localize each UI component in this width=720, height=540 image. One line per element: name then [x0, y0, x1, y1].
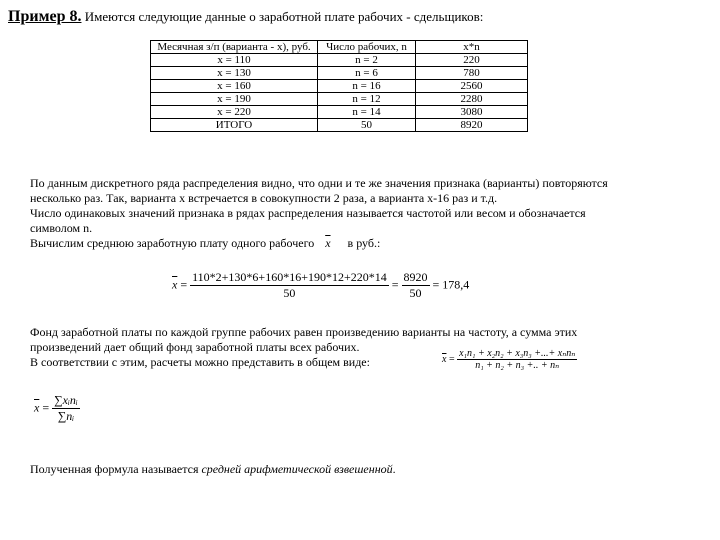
- wage-table: [150, 40, 528, 132]
- compute-line: Вычислим среднюю заработную плату одного рабочего $\overline{x}$ в руб.:: [30, 236, 381, 250]
- formula-general: $\overline{x}$ = $\frac{\text{x₁n₁ + x₂n₂ + x₃n₃ +...+ xₙnₙ}}{\text{n₁ + n₂ + n₃ +.. + nₙ}}$: [442, 348, 576, 371]
- table-cell: x = 220: [151, 106, 318, 119]
- table-cell: 50: [318, 119, 416, 132]
- formula-sum: $\overline{x}$ = $\frac{\text{∑xᵢnᵢ}}{\text{∑nᵢ}}$: [34, 393, 78, 423]
- table-total-row: [151, 119, 528, 132]
- fraction-denominator: 50: [283, 286, 296, 300]
- table-row: [151, 67, 528, 80]
- table-cell: n = 12: [318, 93, 416, 106]
- example-number: Пример 8.: [8, 8, 82, 25]
- table-row: [151, 93, 528, 106]
- paragraph-line: В соответствии с этим, расчеты можно представить в общем виде:: [30, 355, 370, 369]
- formula-lhs: $\overline{x}$: [172, 277, 178, 292]
- table-cell: 220: [416, 54, 528, 67]
- paragraph-line: символом n.: [30, 221, 93, 235]
- table-cell: 780: [416, 67, 528, 80]
- header-workers: Число рабочих, n: [318, 41, 416, 54]
- fraction-1: [190, 270, 389, 301]
- table-cell: x = 110: [151, 54, 318, 67]
- fraction-2: [402, 270, 430, 301]
- table-row: [151, 54, 528, 67]
- table-row: [151, 106, 528, 119]
- table-cell: 2280: [416, 93, 528, 106]
- page-title: [8, 8, 483, 26]
- table-cell: n = 6: [318, 67, 416, 80]
- paragraph-1: [30, 176, 608, 251]
- fraction-denominator: n₁ + n₂ + n₃ +.. + nₙ: [475, 360, 560, 371]
- table-row: [151, 80, 528, 93]
- formula-result: = 178,4: [432, 277, 470, 292]
- table-cell: 8920: [416, 119, 528, 132]
- fraction-numerator: 8920: [403, 270, 428, 284]
- formula-lhs: $\overline{x}$: [34, 400, 40, 415]
- table-cell: n = 14: [318, 106, 416, 119]
- conclusion: Полученная формула называется средней арифметической взвешенной.: [30, 462, 396, 476]
- title-text: Имеются следующие данные о заработной плате рабочих - сдельщиков:: [84, 9, 484, 24]
- paragraph-line: произведений дает общий фонд заработной платы всех рабочих.: [30, 340, 360, 354]
- header-product: x*n: [416, 41, 528, 54]
- table-header-row: [151, 41, 528, 54]
- paragraph-line: По данным дискретного ряда распределения видно, что одни и те же значения признака (варианты) повторяются: [30, 176, 608, 190]
- fraction-numerator: x₁n₁ + x₂n₂ + x₃n₃ +...+ xₙnₙ: [459, 348, 576, 359]
- table-cell: 3080: [416, 106, 528, 119]
- formula-lhs: $\overline{x}$: [442, 353, 447, 365]
- fraction-sum: [52, 393, 80, 424]
- conclusion-term: средней арифметической взвешенной: [201, 462, 393, 476]
- header-wage: Месячная з/п (варианта - x), руб.: [151, 41, 318, 54]
- fraction-denominator: ∑nᵢ: [57, 409, 75, 423]
- paragraph-line: Число одинаковых значений признака в рядах распределения называется частотой или весом и обозначается: [30, 206, 586, 220]
- fraction-numerator: ∑xᵢnᵢ: [54, 393, 78, 407]
- paragraph-line: Фонд заработной платы по каждой группе рабочих равен произведению варианты на частоту, а сумма этих: [30, 325, 578, 339]
- table-cell: n = 2: [318, 54, 416, 67]
- table-cell: 2560: [416, 80, 528, 93]
- table-cell: x = 130: [151, 67, 318, 80]
- table-cell: x = 160: [151, 80, 318, 93]
- table-cell: n = 16: [318, 80, 416, 93]
- fraction-numerator: 110*2+130*6+160*16+190*12+220*14: [192, 270, 387, 284]
- paragraph-line: несколько раз. Так, варианта x встречается в совокупности 2 раза, а варианта x-16 раз и т.д.: [30, 191, 498, 205]
- table-cell: ИТОГО: [151, 119, 318, 132]
- fraction-denominator: 50: [409, 286, 422, 300]
- formula-weighted-mean-calc: $\overline{x}$ = $\frac{110*2+130*6+160*16+190*12+220*14}{50}$ = $\frac{8920}{50}$ = 178,4: [172, 270, 470, 300]
- fraction-general: [457, 348, 577, 371]
- mean-symbol: $\overline{x}$: [325, 236, 331, 250]
- table-cell: x = 190: [151, 93, 318, 106]
